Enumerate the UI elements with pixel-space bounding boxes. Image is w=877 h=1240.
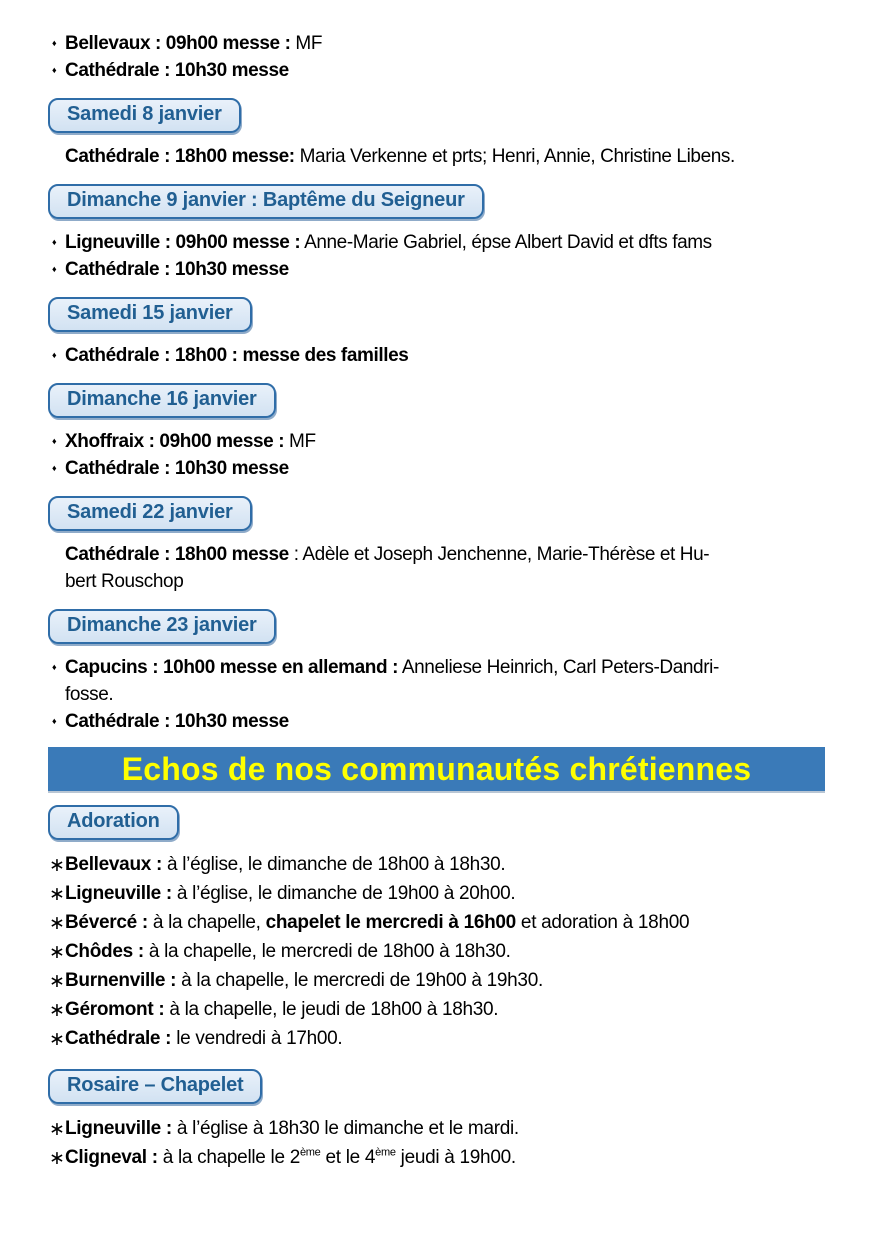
schedule-entry xyxy=(48,541,827,595)
entry-detail-continued: fosse. xyxy=(65,684,114,705)
entry-location-time: Bellevaux : 09h00 messe : xyxy=(65,33,291,54)
entry-detail: : Adèle et Joseph Jenchenne, Marie-Thérèse et Hu- xyxy=(288,544,710,565)
ordinal-superscript: ème xyxy=(299,1146,321,1159)
ordinal-superscript: ème xyxy=(375,1146,396,1159)
item-detail: à l’église, le dimanche de 18h00 à 18h30. xyxy=(162,854,506,875)
day-header-wrap xyxy=(48,609,827,644)
diamond-bullet-icon: ♦ xyxy=(52,716,57,726)
day-header-wrap xyxy=(48,805,827,840)
entry-detail: MF xyxy=(290,33,323,54)
list-item xyxy=(48,1114,827,1143)
asterisk-bullet-icon: ∗ xyxy=(49,1029,65,1050)
entry-detail: Anne-Marie Gabriel, épse Albert David et dfts fams xyxy=(300,232,712,253)
entry-location-time: Ligneuville : 09h00 messe : xyxy=(65,232,301,253)
section-banner-echos xyxy=(48,747,825,791)
diamond-bullet-icon: ♦ xyxy=(52,436,57,446)
item-detail: à la chapelle, le mercredi de 19h00 à 19h30. xyxy=(176,970,543,991)
list-item xyxy=(48,966,827,995)
item-location: Burnenville : xyxy=(65,970,177,991)
schedule-entry xyxy=(48,428,827,455)
banner-title: Echos de nos communautés chrétiennes xyxy=(121,750,752,787)
schedule-entry xyxy=(48,143,827,170)
schedule-entry xyxy=(48,342,827,369)
adoration-list xyxy=(48,850,827,1053)
item-detail: à l’église à 18h30 le dimanche et le mardi. xyxy=(171,1118,519,1139)
schedule-entry xyxy=(48,229,827,256)
entry-detail-continued: bert Rouschop xyxy=(65,571,184,592)
asterisk-bullet-icon: ∗ xyxy=(49,1119,65,1140)
diamond-bullet-icon: ♦ xyxy=(52,38,57,48)
item-location: Bellevaux : xyxy=(65,854,163,875)
entry-location-time: Cathédrale : 10h30 messe xyxy=(65,60,289,81)
list-item xyxy=(48,1024,827,1053)
item-detail: à la chapelle le 2 xyxy=(157,1147,300,1168)
item-detail: à la chapelle, le jeudi de 18h00 à 18h30. xyxy=(164,999,499,1020)
asterisk-bullet-icon: ∗ xyxy=(49,884,65,905)
entry-detail: MF xyxy=(284,431,316,452)
item-location: Cathédrale : xyxy=(65,1028,172,1049)
day-header-dimanche-23-janvier: Dimanche 23 janvier xyxy=(48,609,276,644)
entry-detail: Maria Verkenne et prts; Henri, Annie, Christine Libens. xyxy=(294,146,735,167)
entry-location-time: Cathédrale : 10h30 messe xyxy=(65,711,289,732)
schedule-entry xyxy=(48,57,827,84)
item-location: Bévercé : xyxy=(65,912,148,933)
day-header-dimanche-9-janvier: Dimanche 9 janvier : Baptême du Seigneur xyxy=(48,184,484,219)
entry-location-time: Cathédrale : 18h00 : messe des familles xyxy=(65,345,409,366)
item-location: Ligneuville : xyxy=(65,1118,172,1139)
entry-location-time: Cathédrale : 10h30 messe xyxy=(65,259,289,280)
day-header-dimanche-16-janvier: Dimanche 16 janvier xyxy=(48,383,276,418)
list-item xyxy=(48,995,827,1024)
asterisk-bullet-icon: ∗ xyxy=(49,855,65,876)
list-item xyxy=(48,879,827,908)
asterisk-bullet-icon: ∗ xyxy=(49,1148,65,1169)
item-detail: à la chapelle, le mercredi de 18h00 à 18h30. xyxy=(143,941,511,962)
asterisk-bullet-icon: ∗ xyxy=(49,1000,65,1021)
entry-detail: Anneliese Heinrich, Carl Peters-Dandri- xyxy=(398,657,719,678)
section-header-adoration: Adoration xyxy=(48,805,179,840)
day-header-samedi-8-janvier: Samedi 8 janvier xyxy=(48,98,241,133)
diamond-bullet-icon: ♦ xyxy=(52,662,57,672)
asterisk-bullet-icon: ∗ xyxy=(49,971,65,992)
day-header-wrap xyxy=(48,496,827,531)
item-detail: et adoration à 18h00 xyxy=(515,912,690,933)
diamond-bullet-icon: ♦ xyxy=(52,237,57,247)
day-header-wrap xyxy=(48,1069,827,1104)
list-item xyxy=(48,850,827,879)
list-item xyxy=(48,908,827,937)
diamond-bullet-icon: ♦ xyxy=(52,264,57,274)
item-detail: et le 4 xyxy=(320,1147,376,1168)
section-header-rosaire-chapelet: Rosaire – Chapelet xyxy=(48,1069,262,1104)
schedule-entry xyxy=(48,654,827,708)
item-detail: à la chapelle, xyxy=(147,912,266,933)
item-location: Cligneval : xyxy=(65,1147,158,1168)
asterisk-bullet-icon: ∗ xyxy=(49,913,65,934)
diamond-bullet-icon: ♦ xyxy=(52,350,57,360)
entry-location-time: Capucins : 10h00 messe en allemand : xyxy=(65,657,399,678)
entry-location-time: Xhoffraix : 09h00 messe : xyxy=(65,431,285,452)
asterisk-bullet-icon: ∗ xyxy=(49,942,65,963)
diamond-bullet-icon: ♦ xyxy=(52,463,57,473)
rosaire-list xyxy=(48,1114,827,1172)
schedule-entry xyxy=(48,30,827,57)
schedule-entry xyxy=(48,708,827,735)
day-header-wrap xyxy=(48,98,827,133)
list-item xyxy=(48,1143,827,1172)
item-location: Chôdes : xyxy=(65,941,144,962)
item-detail: à l’église, le dimanche de 19h00 à 20h00. xyxy=(171,883,516,904)
diamond-bullet-icon: ♦ xyxy=(52,65,57,75)
item-detail-bold: chapelet le mercredi à 16h00 xyxy=(265,912,516,933)
day-header-wrap xyxy=(48,383,827,418)
schedule-entry xyxy=(48,455,827,482)
item-location: Ligneuville : xyxy=(65,883,172,904)
item-detail: jeudi à 19h00. xyxy=(395,1147,516,1168)
entry-location-time: Cathédrale : 10h30 messe xyxy=(65,458,289,479)
day-header-wrap xyxy=(48,184,827,219)
list-item xyxy=(48,937,827,966)
day-header-wrap xyxy=(48,297,827,332)
entry-location-time: Cathédrale : 18h00 messe xyxy=(65,544,289,565)
day-header-samedi-22-janvier: Samedi 22 janvier xyxy=(48,496,252,531)
item-detail: le vendredi à 17h00. xyxy=(171,1028,343,1049)
schedule-entry xyxy=(48,256,827,283)
day-header-samedi-15-janvier: Samedi 15 janvier xyxy=(48,297,252,332)
entry-location-time: Cathédrale : 18h00 messe: xyxy=(65,146,295,167)
item-location: Géromont : xyxy=(65,999,165,1020)
